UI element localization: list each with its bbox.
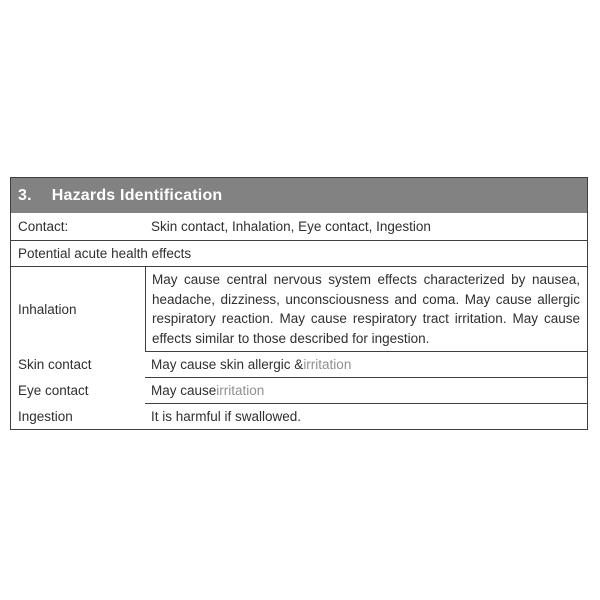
- ingestion-row: [11, 403, 587, 429]
- inhalation-value: May cause central nervous system effects characterized by nausea, headache, dizziness, unconsciousness and coma. May cause allergic respiratory reaction. May cause respiratory tract irritation. May cause effects similar to those described for ingestion.: [145, 267, 587, 351]
- inhalation-label: Inhalation: [18, 301, 77, 317]
- eye-contact-value: [145, 377, 587, 403]
- section-header-bar: [11, 178, 587, 213]
- eye-contact-label: Eye contact: [18, 382, 89, 398]
- ingestion-value: It is harmful if swallowed.: [145, 403, 587, 429]
- eye-contact-row: [11, 377, 587, 403]
- skin-contact-value: [145, 351, 587, 377]
- subheading-row: [11, 241, 587, 267]
- contact-value: Skin contact, Inhalation, Eye contact, Ingestion: [151, 219, 431, 234]
- eye-contact-value-muted: irritation: [216, 383, 265, 398]
- skin-contact-row: [11, 351, 587, 377]
- skin-contact-value-muted: irritation: [303, 357, 352, 372]
- subheading-text: Potential acute health effects: [18, 246, 192, 261]
- skin-contact-value-main: May cause skin allergic &: [151, 357, 304, 372]
- hazards-identification-table: [10, 177, 588, 430]
- section-number: 3.: [18, 186, 32, 204]
- contact-label: Contact:: [18, 219, 69, 234]
- ingestion-label: Ingestion: [18, 408, 73, 424]
- inhalation-row: [11, 267, 587, 351]
- skin-contact-label: Skin contact: [18, 356, 92, 372]
- section-title: Hazards Identification: [51, 186, 223, 204]
- contact-row: [11, 213, 587, 241]
- eye-contact-value-main: May cause: [151, 383, 217, 398]
